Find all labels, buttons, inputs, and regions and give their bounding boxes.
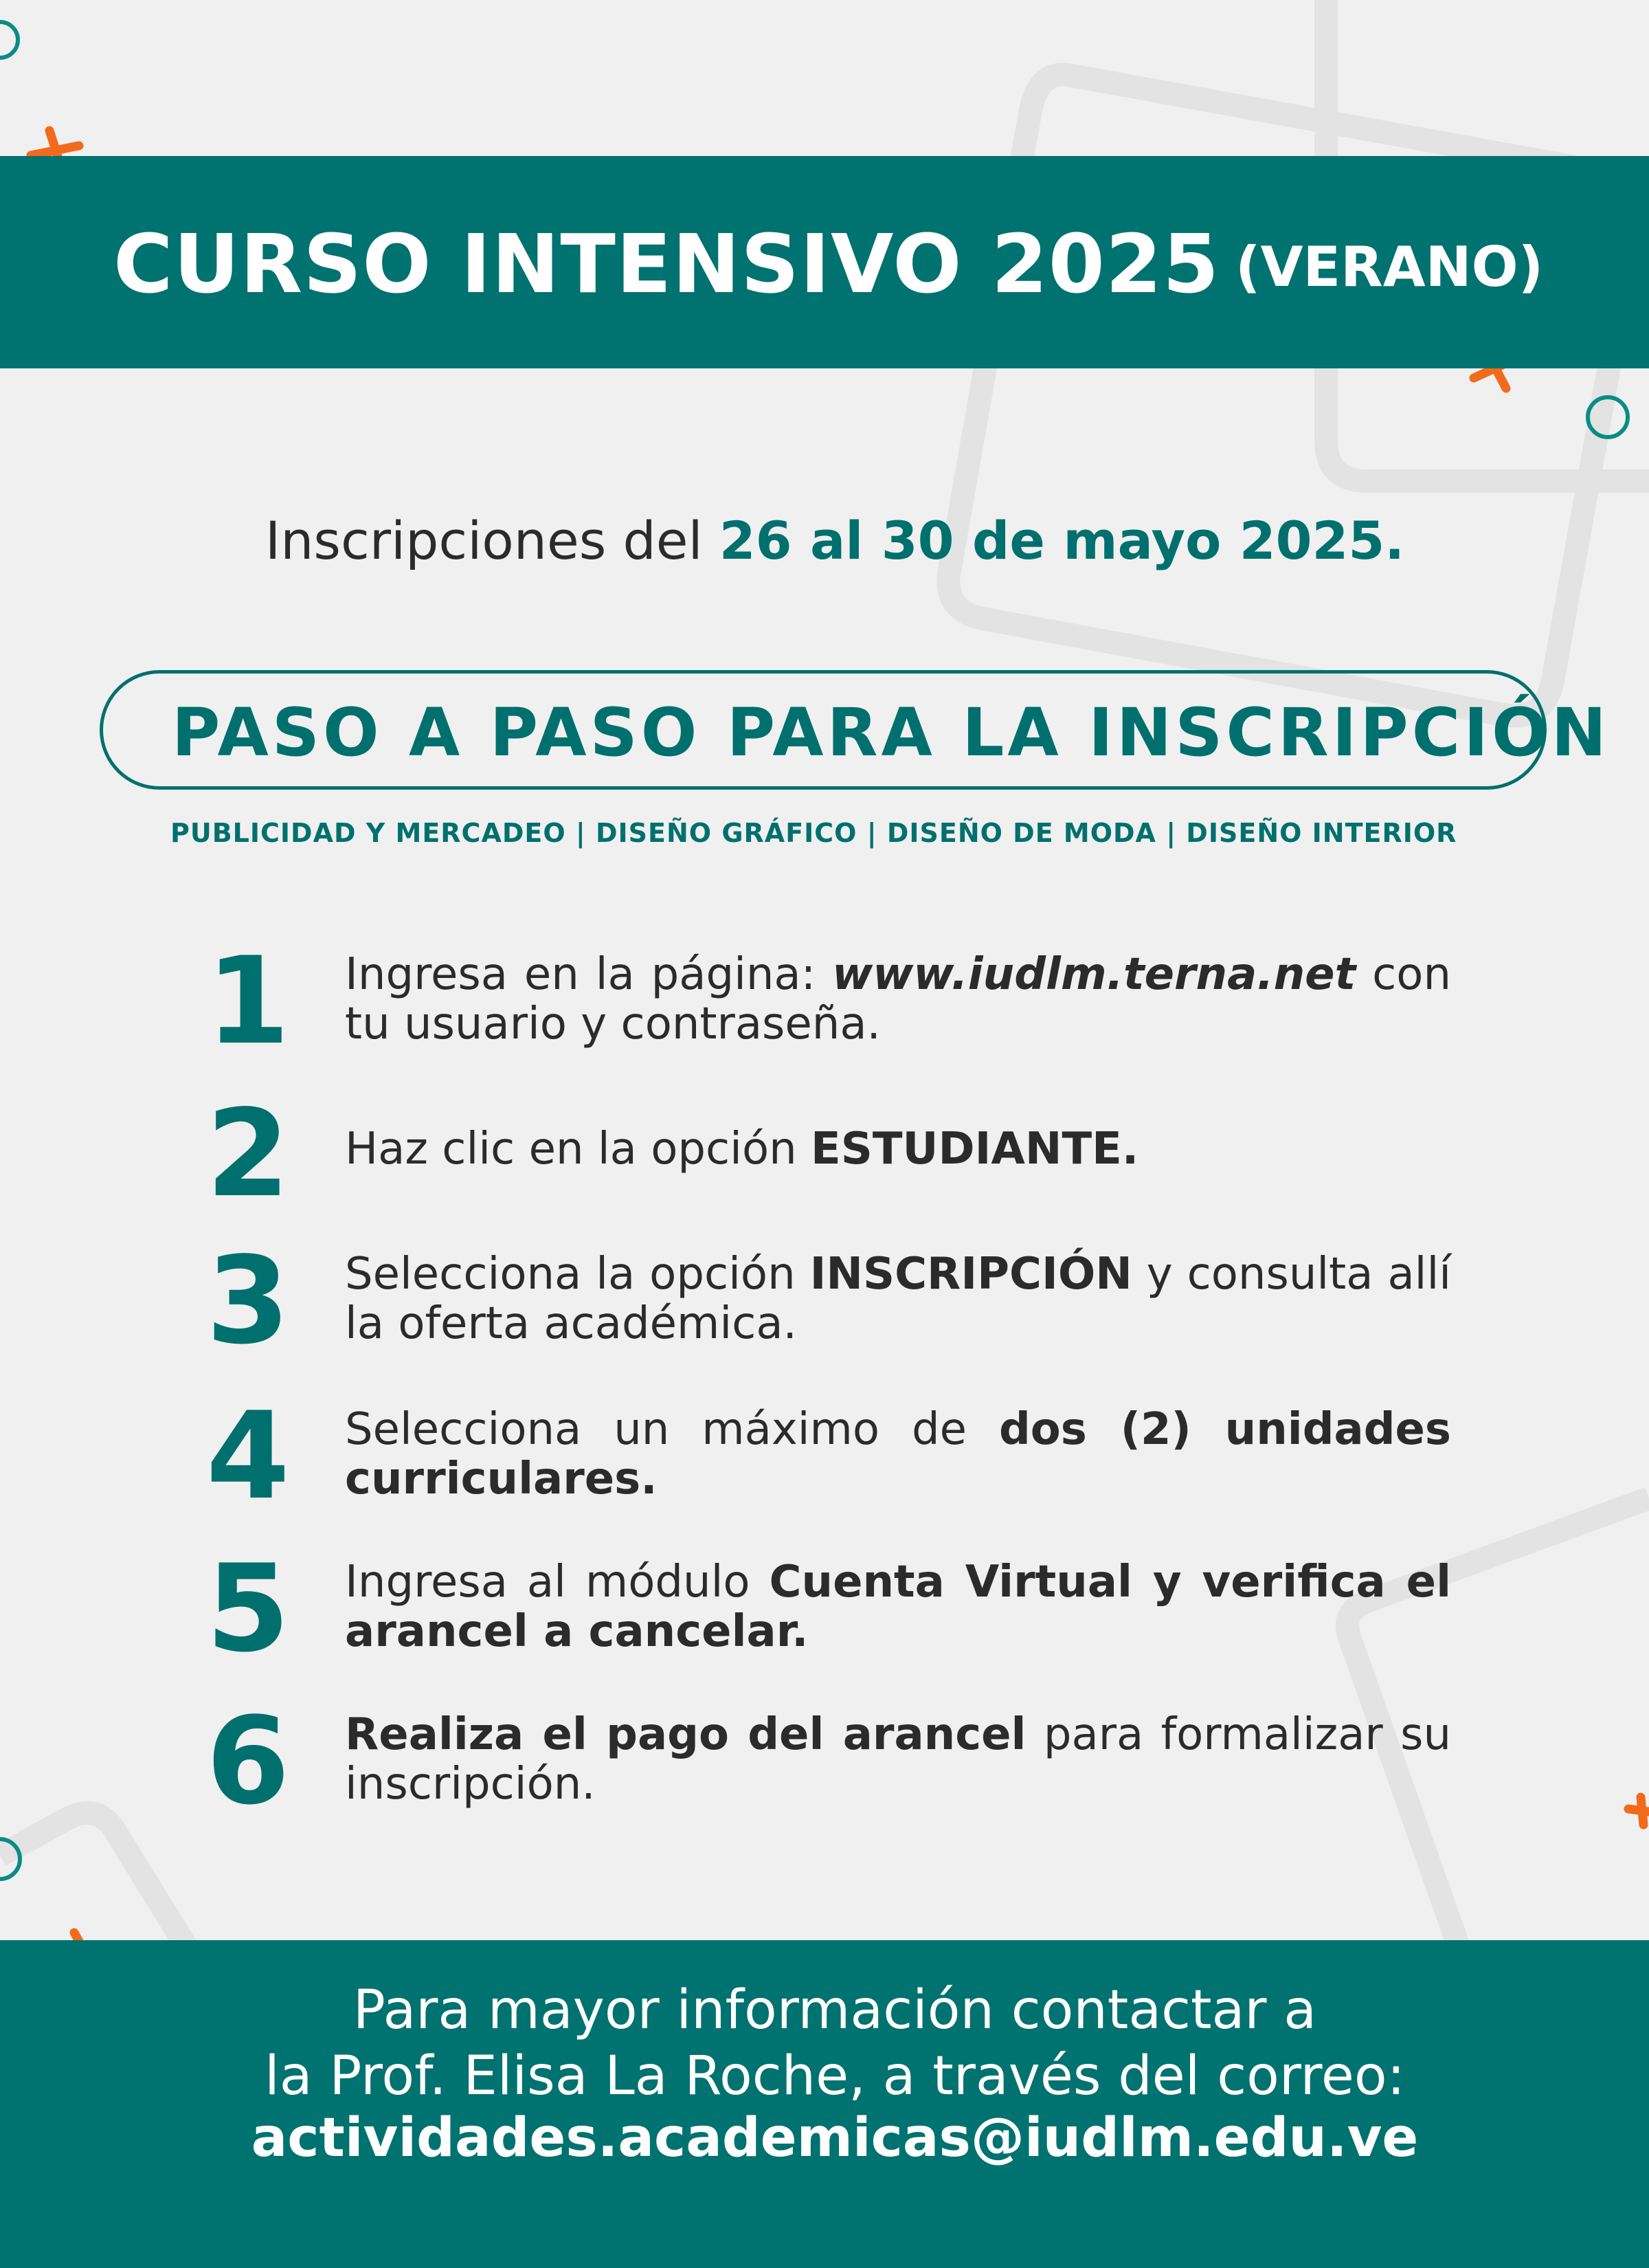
programs-list: PUBLICIDAD Y MERCADEO | DISEÑO GRÁFICO | DISEÑO DE MODA | DISEÑO INTERIOR — [170, 818, 1457, 848]
page-title: CURSO INTENSIVO 2025 — [113, 216, 1220, 311]
step-number: 1 — [206, 932, 290, 1071]
step-text: Ingresa al módulo Cuenta Virtual y verifica el arancel a cancelar. — [345, 1557, 1451, 1657]
step-text: Realiza el pago del arancel para formalizar su inscripción. — [345, 1709, 1452, 1810]
step-number: 5 — [206, 1539, 290, 1679]
registration-dates — [0, 510, 1649, 571]
cross-mark-bottom-right — [1628, 1797, 1649, 1825]
step-number: 6 — [206, 1692, 290, 1832]
step-number: 4 — [206, 1387, 290, 1526]
footer-email-link[interactable]: actividades.academicas@iudlm.edu.ve — [251, 2107, 1419, 2169]
registration-date-range: 26 al 30 de mayo 2025. — [719, 510, 1405, 571]
guide-heading: PASO A PASO PARA LA INSCRIPCIÓN — [172, 694, 1610, 771]
page-subtitle: (VERANO) — [1235, 235, 1544, 299]
footer-contact-line-2: la Prof. Elisa La Roche, a través del correo: — [265, 2045, 1405, 2107]
footer-contact-line-1: Para mayor información contactar a — [352, 1979, 1317, 2041]
registration-prefix: Inscripciones del — [265, 510, 719, 571]
step-text: Selecciona la opción INSCRIPCIÓN y consulta allí la oferta académica. — [345, 1249, 1451, 1349]
step-number: 2 — [206, 1085, 290, 1224]
website-link[interactable]: www.iudlm.terna.net — [832, 949, 1356, 1000]
step-text: Ingresa en la página: www.iudlm.terna.net con tu usuario y contraseña. — [345, 949, 1452, 1049]
step-text: Selecciona un máximo de dos (2) unidades curriculares. — [345, 1404, 1452, 1504]
step-number: 3 — [206, 1232, 290, 1371]
step-text: Haz clic en la opción ESTUDIANTE. — [345, 1124, 1139, 1175]
circle-outline-top-left — [0, 22, 18, 58]
